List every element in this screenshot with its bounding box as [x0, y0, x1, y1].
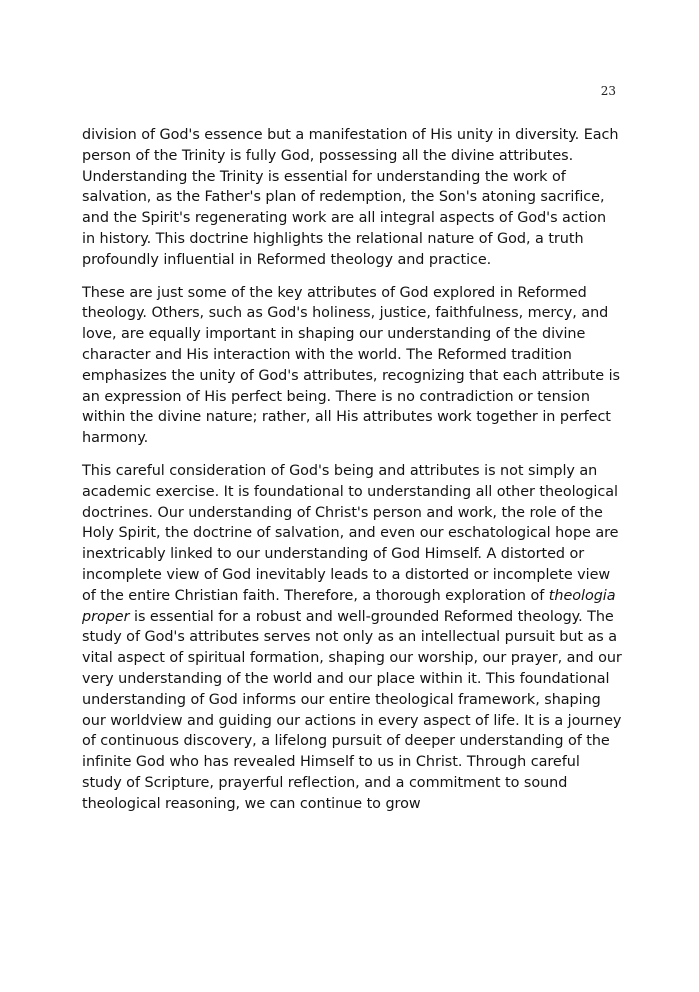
page-number: 23: [600, 84, 616, 98]
paragraph: division of God's essence but a manifestation of His unity in diversity. Each person of the Trinity is fully God, possessing all the divine attributes. Understanding the Trinity is essential for understanding the work of salvation, as the Father's plan of redemption, the Son's atoning sacrifice, and the Spirit's regenerating work are all integral aspects of God's action in history. This doctrine highlights the relational nature of God, a truth profoundly influential in Reformed theology and practice.: [82, 127, 619, 268]
paragraph: These are just some of the key attributes of God explored in Reformed theology. Others, such as God's holiness, justice, faithfulness, mercy, and love, are equally important in shaping our understanding of the divine character and His interaction with the world. The Reformed tradition emphasizes the unity of God's attributes, recognizing that each attribute is an expression of His perfect being. There is no contradiction or tension within the divine nature; rather, all His attributes work together in perfect harmony.: [82, 284, 620, 447]
paragraph: [82, 461, 622, 815]
paragraph-text: is essential for a robust and well-grounded Reformed theology. The study of God's attributes serves not only as an intellectual pursuit but as a vital aspect of spiritual formation, shaping our worship, our prayer, and our very understanding of the world and our place within it. This foundational understanding of God informs our entire theological framework, shaping our worldview and guiding our actions in every aspect of life. It is a journey of continuous discovery, a lifelong pursuit of deeper understanding of the infinite God who has revealed Himself to us in Christ. Through careful study of Scripture, prayerful reflection, and a commitment to sound theological reasoning, we can continue to grow: [82, 608, 622, 812]
body-text: [82, 125, 622, 827]
emphasized-term: theologia proper: [82, 587, 616, 625]
paragraph-text: This careful consideration of God's being and attributes is not simply an academic exercise. It is foundational to understanding all other theological doctrines. Our understanding of Christ's person and work, the role of the Holy Spirit, the doctrine of salvation, and even our eschatological hope are inextricably linked to our understanding of God Himself. A distorted or incomplete view of God inevitably leads to a distorted or incomplete view of the entire Christian faith. Therefore, a thorough exploration of: [82, 462, 619, 604]
